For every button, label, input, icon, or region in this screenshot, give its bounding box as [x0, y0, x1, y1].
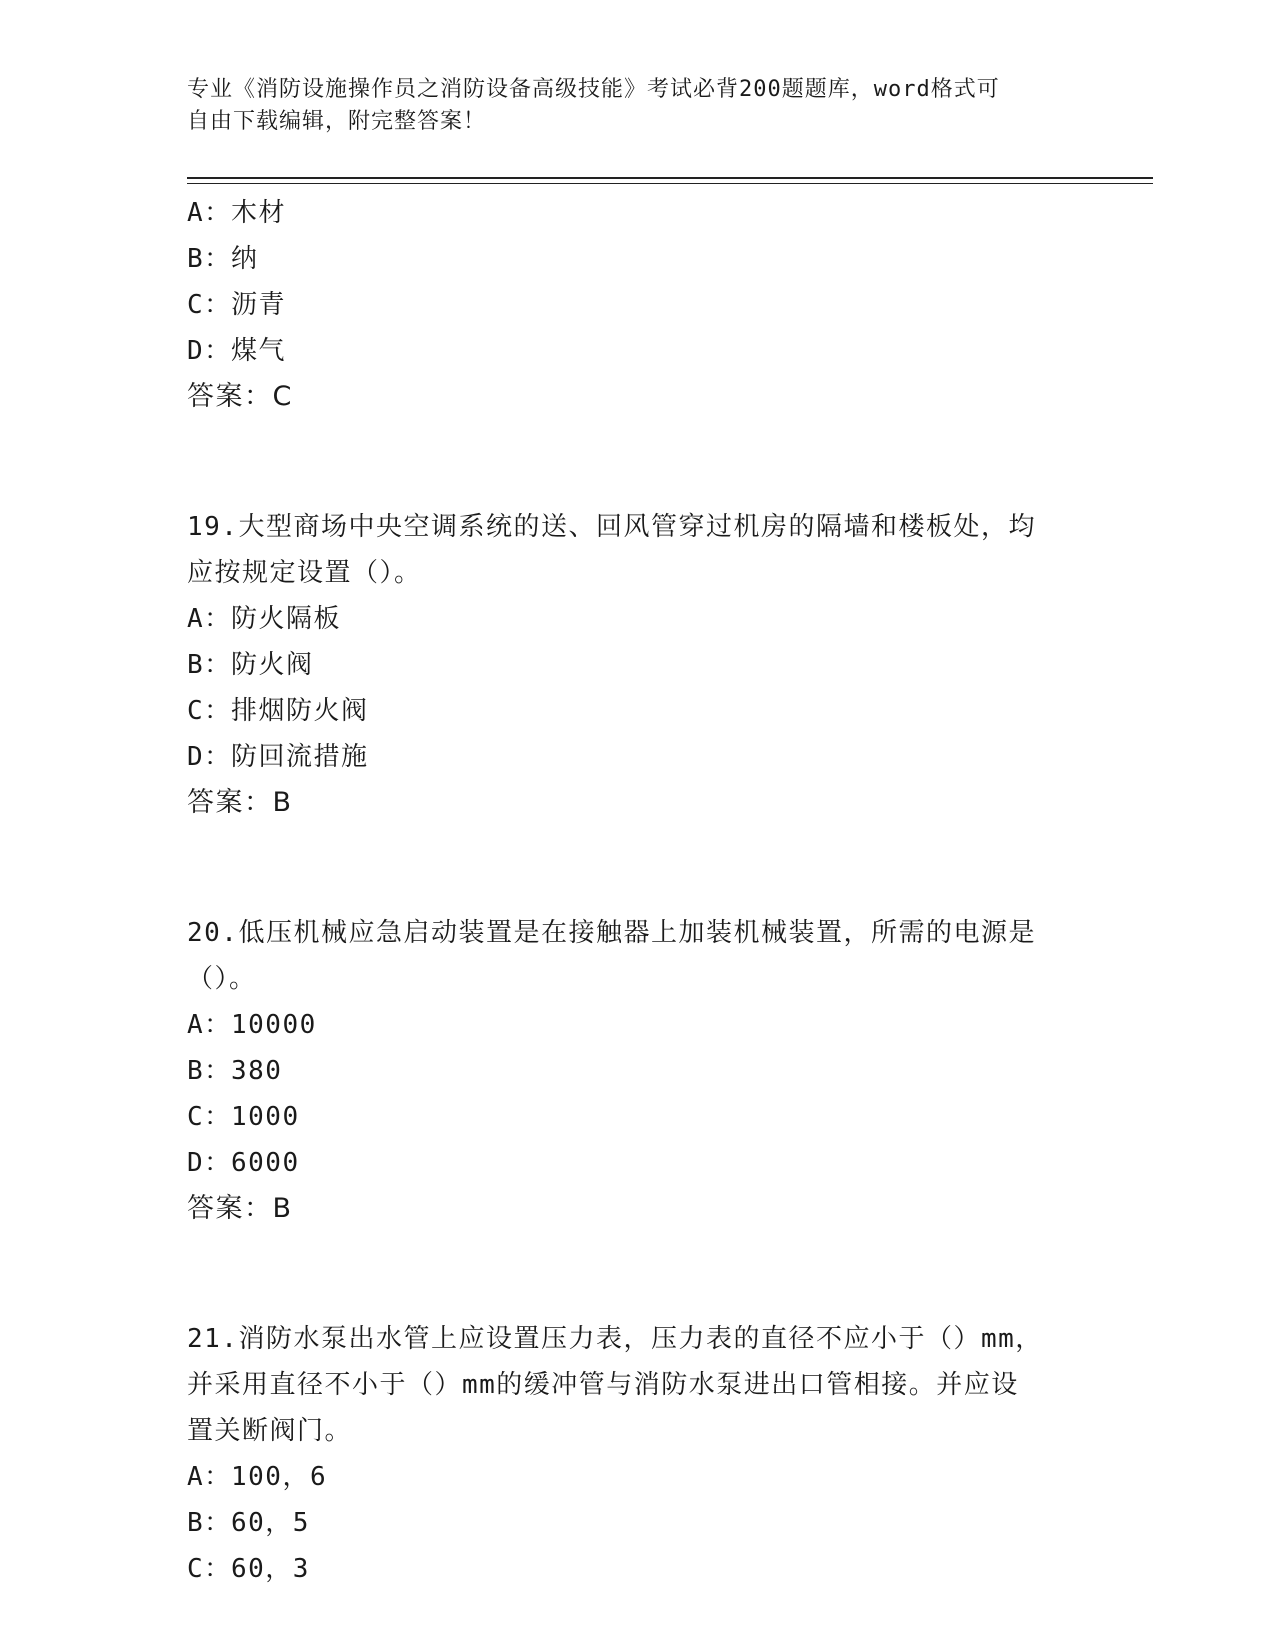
question-stem: [187, 910, 1077, 1002]
option-text: 100，6: [231, 1462, 328, 1492]
option-letter: B：: [187, 1056, 232, 1086]
option-c: [187, 282, 1077, 328]
question-stem: [187, 504, 1077, 596]
question-stem-line: 19.大型商场中央空调系统的送、回风管穿过机房的隔墙和楼板处，均: [187, 512, 1036, 542]
question-list: [187, 190, 1077, 1592]
option-text: 防回流措施: [231, 742, 369, 772]
option-letter: C：: [187, 1102, 232, 1132]
page-header: [187, 74, 1067, 138]
option-letter: D：: [187, 336, 232, 366]
option-text: 煤气: [231, 336, 287, 366]
question-stem-line: 置关断阀门。: [187, 1416, 353, 1446]
question-stem-line: 21.消防水泵出水管上应设置压力表，压力表的直径不应小于（）mm，: [187, 1324, 1043, 1354]
option-letter: C：: [187, 696, 232, 726]
option-a: [187, 1454, 1077, 1500]
question-stem-line: 并采用直径不小于（）mm的缓冲管与消防水泵进出口管相接。并应设: [187, 1370, 1019, 1400]
option-letter: A：: [187, 198, 232, 228]
option-text: 60，3: [231, 1554, 310, 1584]
option-b: [187, 642, 1077, 688]
option-d: [187, 734, 1077, 780]
option-letter: D：: [187, 1148, 232, 1178]
option-letter: C：: [187, 1554, 232, 1584]
option-text: 10000: [231, 1010, 317, 1040]
question-stem-line: （）。: [187, 964, 257, 994]
option-letter: B：: [187, 244, 232, 274]
question-20-block: [187, 910, 1077, 1232]
header-divider-thick: [187, 177, 1153, 179]
option-d: [187, 1140, 1077, 1186]
option-b: [187, 1500, 1077, 1546]
header-divider-thin: [187, 183, 1153, 184]
option-c: [187, 688, 1077, 734]
option-text: 防火隔板: [231, 604, 342, 634]
question-stem: [187, 1316, 1077, 1454]
option-c: [187, 1546, 1077, 1592]
option-letter: B：: [187, 1508, 232, 1538]
option-c: [187, 1094, 1077, 1140]
option-text: 纳: [231, 244, 259, 274]
option-text: 60，5: [231, 1508, 310, 1538]
option-text: 6000: [231, 1148, 300, 1178]
option-b: [187, 1048, 1077, 1094]
option-b: [187, 236, 1077, 282]
option-text: 1000: [231, 1102, 300, 1132]
option-text: 380: [231, 1056, 283, 1086]
option-text: 沥青: [231, 290, 287, 320]
option-letter: A：: [187, 604, 232, 634]
question-spacer: [187, 826, 1077, 910]
question-spacer: [187, 1232, 1077, 1316]
question-18-block: [187, 190, 1077, 420]
question-19-block: [187, 504, 1077, 826]
header-line-2: 自由下载编辑，附完整答案！: [187, 109, 487, 134]
option-letter: B：: [187, 650, 232, 680]
option-letter: C：: [187, 290, 232, 320]
option-text: 排烟防火阀: [231, 696, 369, 726]
question-21-block: [187, 1316, 1077, 1592]
option-a: [187, 1002, 1077, 1048]
option-letter: D：: [187, 742, 232, 772]
option-letter: A：: [187, 1010, 232, 1040]
answer-line: 答案：B: [187, 1193, 293, 1224]
answer-line: 答案：B: [187, 787, 293, 818]
answer-line: 答案：C: [187, 381, 293, 412]
question-spacer: [187, 420, 1077, 504]
option-text: 木材: [231, 198, 287, 228]
question-stem-line: 应按规定设置（）。: [187, 558, 422, 588]
option-text: 防火阀: [231, 650, 314, 680]
option-letter: A：: [187, 1462, 232, 1492]
question-stem-line: 20.低压机械应急启动装置是在接触器上加装机械装置，所需的电源是: [187, 918, 1036, 948]
header-line-1: 专业《消防设施操作员之消防设备高级技能》考试必背200题题库，word格式可: [187, 77, 1000, 102]
option-a: [187, 596, 1077, 642]
option-a: [187, 190, 1077, 236]
option-d: [187, 328, 1077, 374]
